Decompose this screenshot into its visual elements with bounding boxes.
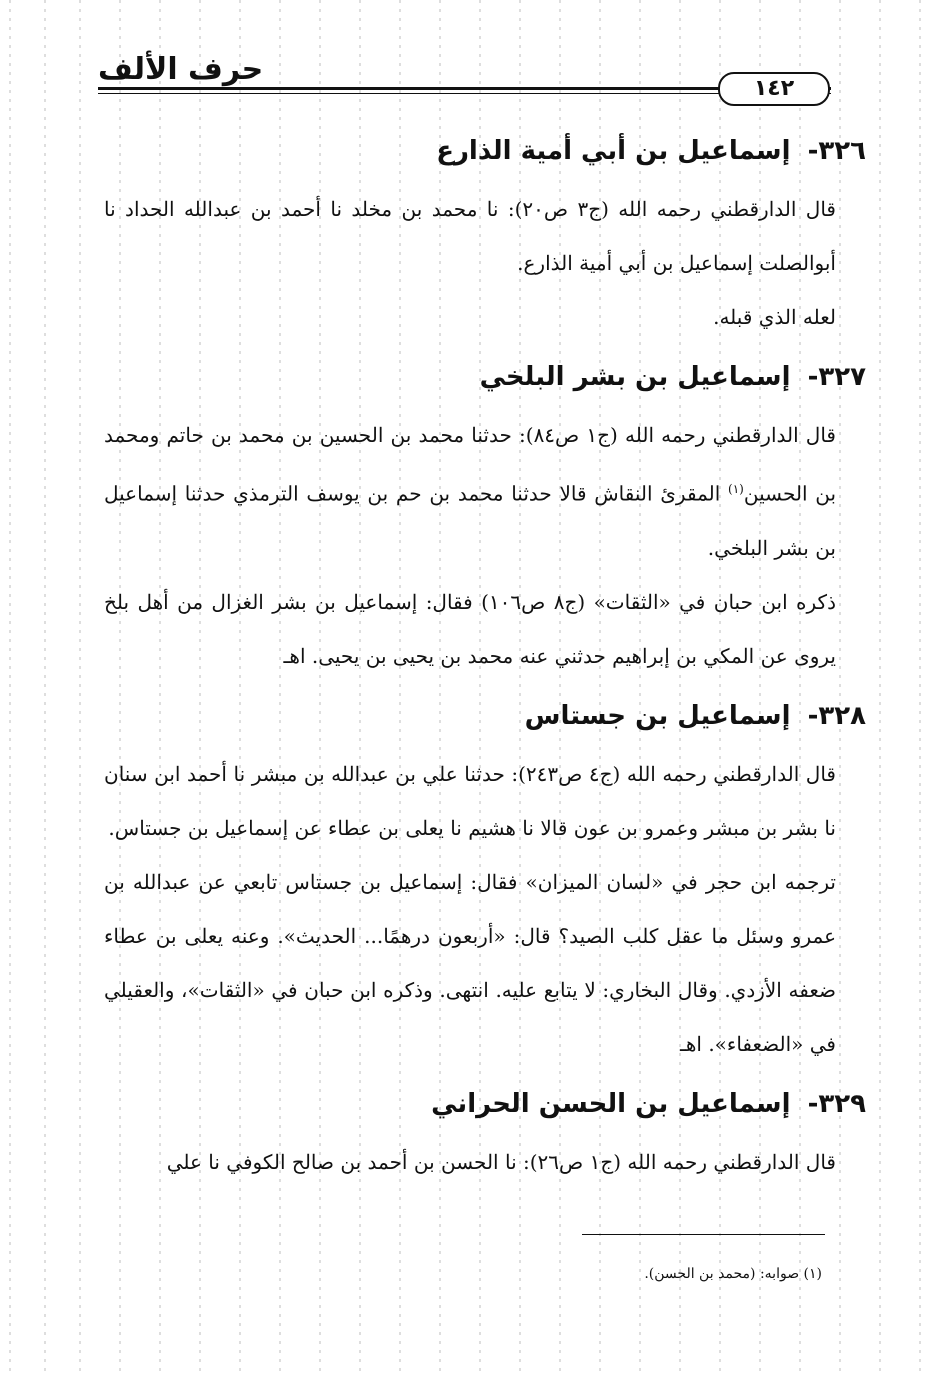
entry-number: ٣٢٧- — [807, 362, 866, 392]
entry-heading — [104, 352, 866, 402]
entry-title: إسماعيل بن أبي أمية الذارع — [436, 136, 791, 166]
entry-text: قال الدارقطني رحمه الله (ج١ ص٨٤): حدثنا محمد بن الحسين بن محمد بن حاتم ومحمد بن الحسين — [104, 423, 837, 506]
entry-paragraph: ذكره ابن حبان في «الثقات» (ج٨ ص١٠٦) فقال: إسماعيل بن بشر الغزال من أهل بلخ يروى عن المكي بن إبراهيم حدثني عنه محمد بن يحيى بن يحيى. اهـ — [104, 589, 836, 668]
entry-paragraph: لعله الذي قبله. — [713, 305, 836, 329]
entry-number: ٣٢٩- — [807, 1088, 866, 1119]
entry-heading — [104, 126, 866, 176]
entry-heading — [104, 1079, 866, 1129]
footnote-reference: (١) — [728, 482, 744, 496]
footnote: (١) صوابه: (محمد بن الحسن). — [644, 1266, 822, 1282]
page-body — [104, 118, 866, 1189]
entry-number: ٣٢٨- — [807, 700, 866, 731]
entry-number: ٣٢٦- — [807, 136, 866, 166]
entry-title: إسماعيل بن الحسن الحراني — [431, 1088, 791, 1119]
entry-paragraph: قال الدارقطني رحمه الله (ج٣ ص٢٠): نا محمد بن مخلد نا أحمد بن عبدالله الحداد نا أبوالصلت إسماعيل بن أبي أمية الذارع. — [104, 197, 836, 275]
chapter-title: حرف الألف — [98, 52, 264, 87]
page-number: ١٤٢ — [718, 72, 830, 106]
entry-paragraph: ترجمه ابن حجر في «لسان الميزان» فقال: إسماعيل بن جستاس تابعي عن عبدالله بن عمرو وسئل ما عقل كلب الصيد؟ قال: «أربعون درهمًا... الحديث». وعنه يعلى بن عطاء ضعفه الأزدي. وقال البخاري: لا يتابع عليه. انتهى. وذكره ابن حبان في «الثقات»، والعقيلي في «الضعفاء». اهـ — [104, 869, 836, 1056]
entry-heading — [104, 691, 866, 741]
entry-text-continued: المقرئ النقاش قالا حدثنا محمد بن حم بن يوسف الترمذي حدثنا إسماعيل بن بشر البلخي. — [104, 481, 836, 560]
entry-title: إسماعيل بن بشر البلخي — [479, 362, 791, 392]
footnote-separator — [582, 1234, 825, 1235]
entry-paragraph — [104, 408, 836, 575]
entry-paragraph: قال الدارقطني رحمه الله (ج١ ص٢٦): نا الحسن بن أحمد بن صالح الكوفي نا علي — [166, 1149, 836, 1174]
entry-title: إسماعيل بن جستاس — [524, 700, 791, 731]
entry-paragraph: قال الدارقطني رحمه الله (ج٤ ص٢٤٣): حدثنا علي بن عبدالله بن مبشر نا أحمد ابن سنان نا بشر بن مبشر وعمرو بن عون قالا نا هشيم نا يعلى بن عطاء عن إسماعيل بن جستاس. — [104, 761, 836, 840]
